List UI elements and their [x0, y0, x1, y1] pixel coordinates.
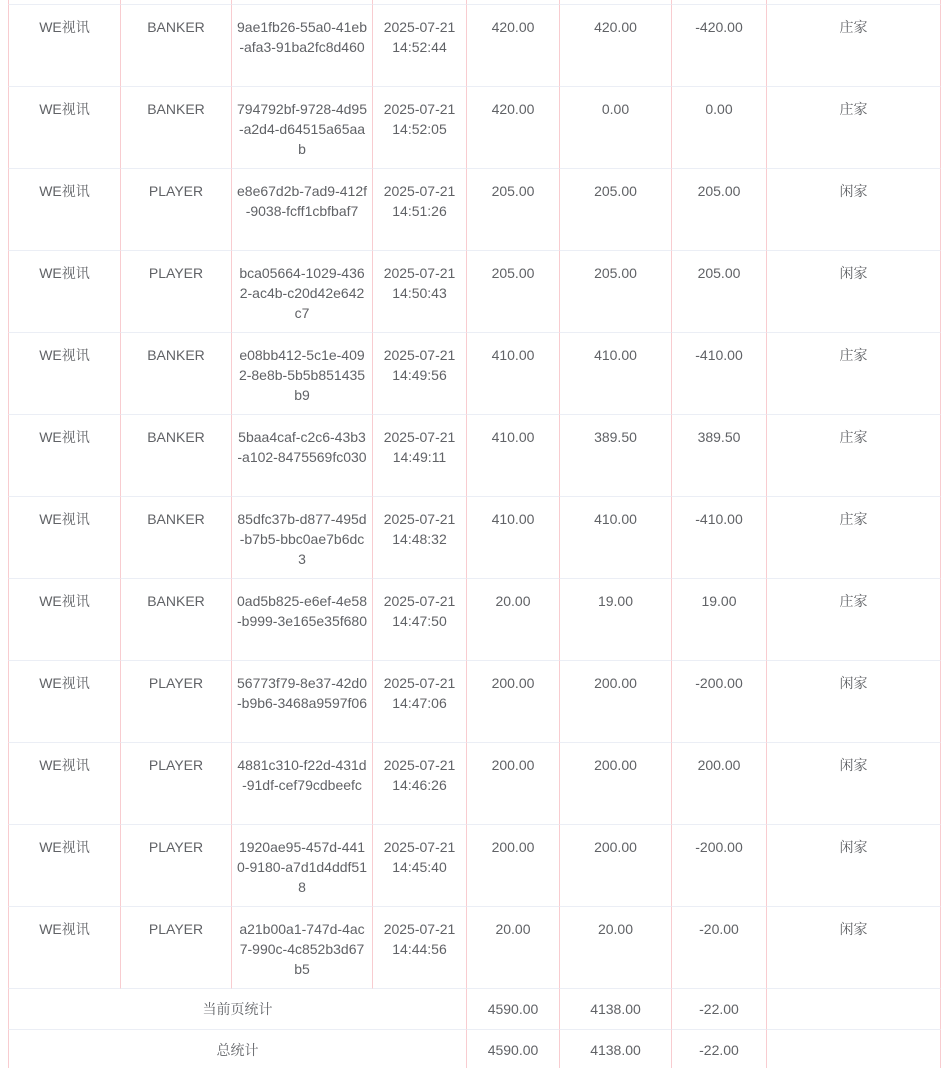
cell-bet-type: PLAYER: [121, 661, 232, 743]
cell-result: 庄家: [767, 87, 941, 169]
bet-records-table: [8, 0, 941, 1068]
stats-win-loss: -22.00: [672, 1030, 767, 1068]
table-row: [8, 415, 941, 497]
cell-bet-type: PLAYER: [121, 907, 232, 989]
cell-bet-amount: 410.00: [467, 415, 560, 497]
table-row: [8, 907, 941, 989]
cell-order-id: 0ad5b825-e6ef-4e58-b999-3e165e35f680: [232, 579, 373, 661]
stats-label: 当前页统计: [8, 989, 467, 1030]
table-row: [8, 169, 941, 251]
cell-bet-time: 2025-07-21 14:46:26: [373, 743, 467, 825]
cell-bet-time: 2025-07-21 14:50:43: [373, 251, 467, 333]
cell-win-loss: -420.00: [672, 5, 767, 87]
cell-order-id: 1920ae95-457d-4410-9180-a7d1d4ddf518: [232, 825, 373, 907]
cell-platform: WE视讯: [8, 5, 121, 87]
cell-valid-amount: 410.00: [560, 333, 672, 415]
table-row: [8, 333, 941, 415]
table-row: [8, 497, 941, 579]
cell-bet-amount: 200.00: [467, 743, 560, 825]
table-row: [8, 5, 941, 87]
cell-platform: WE视讯: [8, 661, 121, 743]
cell-valid-amount: 0.00: [560, 87, 672, 169]
stats-valid-amount: 4138.00: [560, 1030, 672, 1068]
cell-win-loss: 205.00: [672, 251, 767, 333]
cell-platform: WE视讯: [8, 579, 121, 661]
table-row: [8, 661, 941, 743]
cell-result: 闲家: [767, 661, 941, 743]
cell-bet-amount: 205.00: [467, 169, 560, 251]
cell-bet-type: PLAYER: [121, 825, 232, 907]
cell-result: 庄家: [767, 5, 941, 87]
table-row: [8, 743, 941, 825]
cell-bet-type: BANKER: [121, 579, 232, 661]
cell-order-id: 85dfc37b-d877-495d-b7b5-bbc0ae7b6dc3: [232, 497, 373, 579]
cell-bet-type: PLAYER: [121, 743, 232, 825]
cell-result: 庄家: [767, 579, 941, 661]
stats-label: 总统计: [8, 1030, 467, 1068]
cell-platform: WE视讯: [8, 825, 121, 907]
cell-bet-time: 2025-07-21 14:49:56: [373, 333, 467, 415]
cell-bet-time: 2025-07-21 14:48:32: [373, 497, 467, 579]
cell-bet-time: 2025-07-21 14:44:56: [373, 907, 467, 989]
cell-bet-type: BANKER: [121, 415, 232, 497]
cell-result: 庄家: [767, 415, 941, 497]
cell-win-loss: 0.00: [672, 87, 767, 169]
cell-valid-amount: 205.00: [560, 251, 672, 333]
cell-win-loss: -200.00: [672, 661, 767, 743]
cell-valid-amount: 200.00: [560, 743, 672, 825]
cell-bet-time: 2025-07-21 14:52:44: [373, 5, 467, 87]
cell-platform: WE视讯: [8, 169, 121, 251]
cell-bet-amount: 420.00: [467, 87, 560, 169]
cell-valid-amount: 200.00: [560, 825, 672, 907]
table-row: [8, 87, 941, 169]
cell-bet-time: 2025-07-21 14:51:26: [373, 169, 467, 251]
cell-bet-amount: 420.00: [467, 5, 560, 87]
cell-bet-time: 2025-07-21 14:49:11: [373, 415, 467, 497]
cell-valid-amount: 410.00: [560, 497, 672, 579]
cell-bet-time: 2025-07-21 14:52:05: [373, 87, 467, 169]
cell-platform: WE视讯: [8, 497, 121, 579]
cell-bet-amount: 410.00: [467, 497, 560, 579]
cell-order-id: 794792bf-9728-4d95-a2d4-d64515a65aab: [232, 87, 373, 169]
stats-valid-amount: 4138.00: [560, 989, 672, 1030]
table-row: [8, 579, 941, 661]
stats-bet-amount: 4590.00: [467, 989, 560, 1030]
stats-win-loss: -22.00: [672, 989, 767, 1030]
cell-win-loss: -20.00: [672, 907, 767, 989]
cell-valid-amount: 200.00: [560, 661, 672, 743]
current-page-stats-row: [8, 989, 941, 1030]
stats-empty-cell: [767, 1030, 941, 1068]
cell-bet-type: BANKER: [121, 87, 232, 169]
cell-result: 闲家: [767, 825, 941, 907]
cell-result: 庄家: [767, 497, 941, 579]
stats-bet-amount: 4590.00: [467, 1030, 560, 1068]
bet-records-table-container: [8, 0, 941, 1068]
cell-win-loss: -410.00: [672, 497, 767, 579]
cell-order-id: 5baa4caf-c2c6-43b3-a102-8475569fc030: [232, 415, 373, 497]
cell-bet-type: BANKER: [121, 333, 232, 415]
cell-valid-amount: 205.00: [560, 169, 672, 251]
cell-order-id: 4881c310-f22d-431d-91df-cef79cdbeefc: [232, 743, 373, 825]
cell-bet-type: PLAYER: [121, 251, 232, 333]
cell-bet-amount: 200.00: [467, 825, 560, 907]
cell-bet-type: BANKER: [121, 5, 232, 87]
cell-platform: WE视讯: [8, 87, 121, 169]
cell-bet-amount: 205.00: [467, 251, 560, 333]
cell-platform: WE视讯: [8, 415, 121, 497]
cell-order-id: e8e67d2b-7ad9-412f-9038-fcff1cbfbaf7: [232, 169, 373, 251]
cell-platform: WE视讯: [8, 251, 121, 333]
cell-result: 闲家: [767, 743, 941, 825]
bet-table-body: [8, 0, 941, 1068]
cell-platform: WE视讯: [8, 907, 121, 989]
cell-order-id: 9ae1fb26-55a0-41eb-afa3-91ba2fc8d460: [232, 5, 373, 87]
cell-bet-time: 2025-07-21 14:45:40: [373, 825, 467, 907]
cell-win-loss: -410.00: [672, 333, 767, 415]
table-row: [8, 251, 941, 333]
cell-order-id: 56773f79-8e37-42d0-b9b6-3468a9597f06: [232, 661, 373, 743]
cell-valid-amount: 420.00: [560, 5, 672, 87]
cell-bet-amount: 20.00: [467, 579, 560, 661]
cell-bet-time: 2025-07-21 14:47:06: [373, 661, 467, 743]
cell-valid-amount: 20.00: [560, 907, 672, 989]
cell-bet-amount: 410.00: [467, 333, 560, 415]
cell-valid-amount: 389.50: [560, 415, 672, 497]
cell-bet-time: 2025-07-21 14:47:50: [373, 579, 467, 661]
cell-win-loss: -200.00: [672, 825, 767, 907]
cell-win-loss: 19.00: [672, 579, 767, 661]
cell-order-id: bca05664-1029-4362-ac4b-c20d42e642c7: [232, 251, 373, 333]
cell-valid-amount: 19.00: [560, 579, 672, 661]
cell-bet-amount: 200.00: [467, 661, 560, 743]
cell-result: 闲家: [767, 169, 941, 251]
stats-empty-cell: [767, 989, 941, 1030]
cell-platform: WE视讯: [8, 333, 121, 415]
cell-order-id: a21b00a1-747d-4ac7-990c-4c852b3d67b5: [232, 907, 373, 989]
cell-win-loss: 200.00: [672, 743, 767, 825]
cell-result: 庄家: [767, 333, 941, 415]
total-stats-row: [8, 1030, 941, 1068]
cell-win-loss: 389.50: [672, 415, 767, 497]
cell-platform: WE视讯: [8, 743, 121, 825]
cell-bet-type: BANKER: [121, 497, 232, 579]
cell-bet-amount: 20.00: [467, 907, 560, 989]
cell-result: 闲家: [767, 251, 941, 333]
table-row: [8, 825, 941, 907]
cell-result: 闲家: [767, 907, 941, 989]
cell-order-id: e08bb412-5c1e-4092-8e8b-5b5b851435b9: [232, 333, 373, 415]
cell-win-loss: 205.00: [672, 169, 767, 251]
cell-bet-type: PLAYER: [121, 169, 232, 251]
